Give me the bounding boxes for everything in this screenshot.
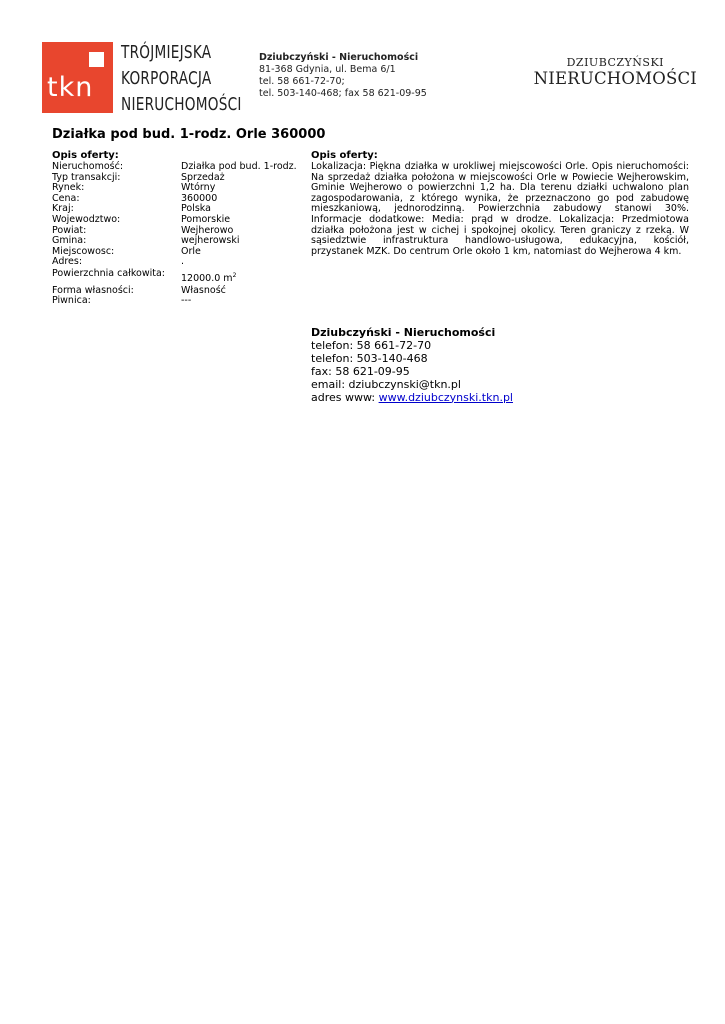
property-row (52, 183, 302, 194)
logo-square-mark (89, 52, 104, 67)
description-text: Lokalizacja: Piękna działka w urokliwej miejscowości Orle. Opis nieruchomości: Na sprzedaż działka położona w miejscowości Orle w Powiecie Wejherowskim, Gminie Wejherowo o powierzchni 1,2 ha. Dla terenu działki uchwalono plan zagospodarowania, z którego wynika, że przeznaczono go pod zabudowę mieszkaniową, jednorodzinną. Powierzchnia zabudowy stanowi 30%. Informacje dodatkowe: Media: prąd w drodze. Lokalizacja: Przedmiotowa działka położona jest w cichej i spokojnej okolicy. Teren graniczy z rzeką. W sąsiedztwie infrastruktura handlowo-usługowa, edukacyjna, kościół, przystanek MZK. Do centrum Orle około 1 km, natomiast do Wejherowa 4 km. (311, 161, 689, 257)
property-row (52, 162, 302, 173)
property-value: Działka pod bud. 1-rodz. (181, 161, 297, 172)
property-row-area (52, 269, 302, 285)
property-row (52, 194, 302, 205)
property-value: Sprzedaż (181, 171, 225, 183)
header-contact-phone2: tel. 503-140-468; fax 58 621-09-95 (259, 88, 427, 99)
logo-brand-line-2: KORPORACJA (121, 69, 212, 89)
contact-www (311, 392, 513, 405)
contact-phone2: telefon: 503-140-468 (311, 351, 428, 365)
tkn-logo (42, 42, 113, 113)
header-contact-address: 81-368 Gdynia, ul. Bema 6/1 (259, 64, 396, 75)
property-label: Piwnica: (52, 295, 91, 307)
contact-fax: fax: 58 621-09-95 (311, 364, 410, 378)
brand-right-line-2: NIERUCHOMOŚCI (533, 69, 697, 88)
logo-mark-text: tkn (47, 72, 94, 103)
contact-phone1: telefon: 58 661-72-70 (311, 338, 432, 352)
property-value: wejherowski (181, 235, 240, 247)
offer-title: Działka pod bud. 1-rodz. Orle 360000 (52, 127, 326, 142)
offer-properties (52, 150, 302, 307)
property-value: 12000.0 $m^2$ (181, 271, 237, 284)
property-value: Polska (181, 203, 211, 215)
property-value: 360000 (181, 192, 218, 204)
contact-www-label: adres www: (311, 390, 379, 404)
property-label: Wojewodztwo: (52, 213, 121, 225)
property-label: Powierzchnia całkowita: (52, 267, 165, 279)
property-row (52, 247, 302, 258)
property-label: Adres: (52, 256, 83, 268)
logo-brand-line-3: NIERUCHOMOŚCI (121, 95, 242, 115)
property-label: Typ transakcji: (52, 171, 121, 183)
header-contact-name: Dziubczyński - Nieruchomości (259, 52, 419, 63)
property-label: Nieruchomość: (52, 161, 124, 172)
header-contact (259, 52, 427, 100)
contact-name: Dziubczyński - Nieruchomości (311, 326, 496, 339)
agency-contact (311, 327, 513, 404)
dziubczynski-logo (534, 56, 697, 88)
property-label: Gmina: (52, 235, 87, 247)
property-value: Wejherowo (181, 224, 234, 236)
property-row (52, 226, 302, 237)
properties-heading: Opis oferty: (52, 150, 119, 161)
header-contact-phone1: tel. 58 661-72-70; (259, 76, 345, 87)
offer-description (311, 150, 689, 257)
property-value: --- (181, 295, 192, 307)
property-label: Rynek: (52, 182, 85, 194)
logo-brand-line-1: TRÓJMIEJSKA (121, 43, 212, 63)
property-label: Cena: (52, 192, 80, 204)
website-link[interactable]: www.dziubczynski.tkn.pl (378, 390, 513, 404)
property-value: . (181, 256, 185, 268)
property-value: Własność (181, 284, 226, 296)
property-label: Kraj: (52, 203, 74, 215)
property-label: Powiat: (52, 224, 87, 236)
property-row (52, 215, 302, 226)
property-label: Forma własności: (52, 284, 134, 296)
brand-right-line-1: DZIUBCZYŃSKI (566, 56, 665, 69)
property-row (52, 257, 302, 268)
contact-email: email: dziubczynski@tkn.pl (311, 377, 461, 391)
property-label: Miejscowosc: (52, 245, 115, 257)
property-value: Pomorskie (181, 213, 231, 225)
logo-brand-text (121, 40, 242, 118)
property-value: Wtórny (181, 182, 216, 194)
property-row (52, 173, 302, 184)
property-row (52, 296, 302, 307)
property-value: Orle (181, 245, 201, 257)
description-heading: Opis oferty: (311, 150, 378, 161)
